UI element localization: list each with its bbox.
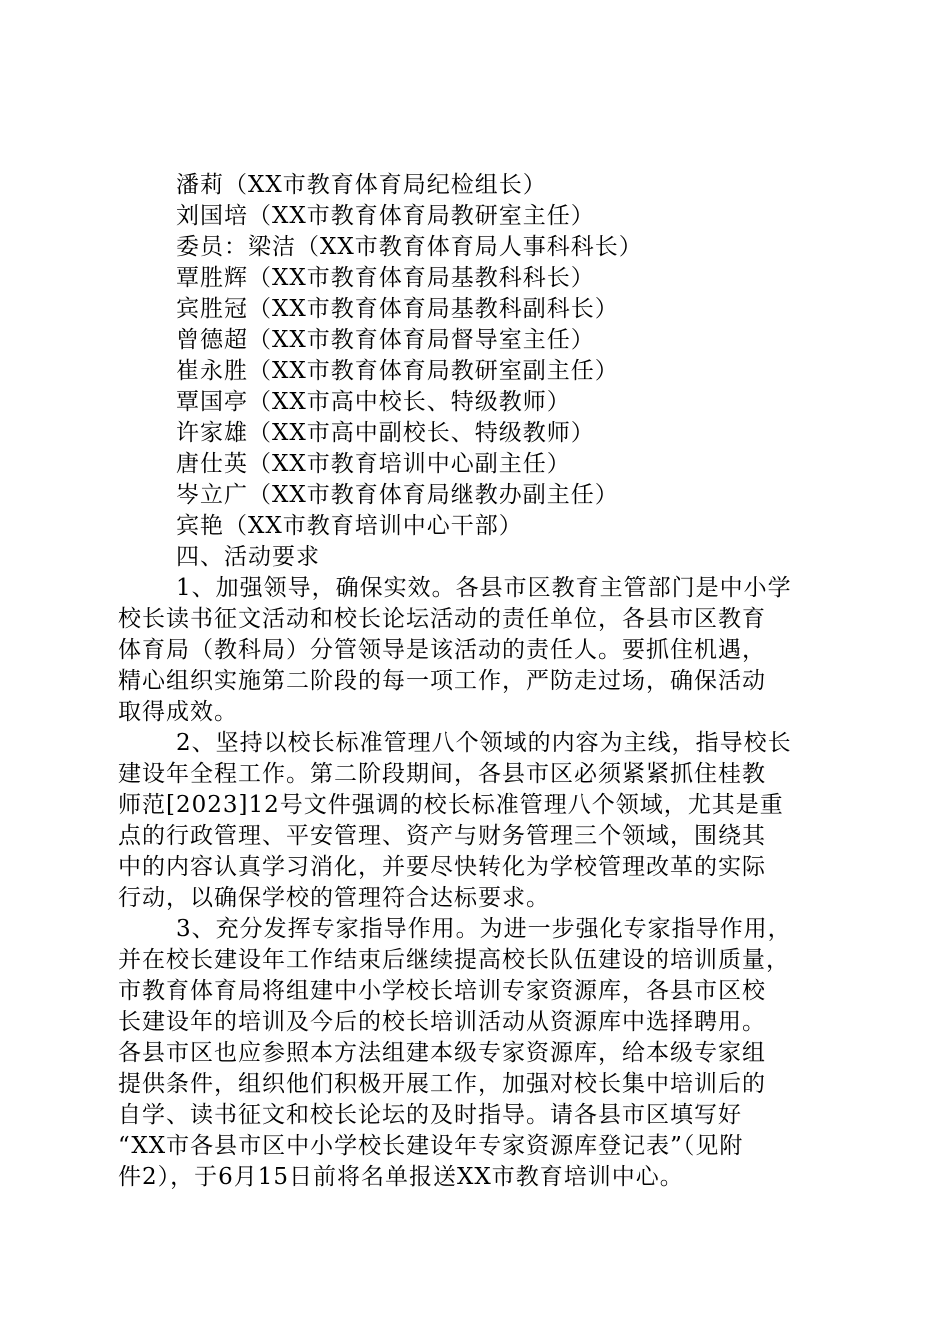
paragraph-line: 取得成效。 xyxy=(118,699,238,725)
paragraph-line: 件2），于6月15日前将名单报送XX市教育培训中心。 xyxy=(118,1164,684,1190)
member-line: 唐仕英（XX市教育培训中心副主任） xyxy=(176,451,571,477)
paragraph-line: 并在校长建设年工作结束后继续提高校长队伍建设的培训质量， xyxy=(118,947,790,973)
paragraph-line: 2、坚持以校长标准管理八个领域的内容为主线，指导校长 xyxy=(176,730,792,756)
paragraph-line: 行动，以确保学校的管理符合达标要求。 xyxy=(118,885,550,911)
paragraph-line: 自学、读书征文和校长论坛的及时指导。请各县市区填写好 xyxy=(118,1102,742,1128)
section-heading: 四、活动要求 xyxy=(176,544,320,570)
member-line: 许家雄（XX市高中副校长、特级教师） xyxy=(176,420,595,446)
member-line: 岑立广（XX市教育体育局继教办副主任） xyxy=(176,482,619,508)
member-line: 崔永胜（XX市教育体育局教研室副主任） xyxy=(176,358,619,384)
paragraph-line: 精心组织实施第二阶段的每一项工作，严防走过场，确保活动 xyxy=(118,668,766,694)
paragraph-line: 市教育体育局将组建中小学校长培训专家资源库，各县市区校 xyxy=(118,978,766,1004)
document-page xyxy=(118,170,830,1193)
member-line: 刘国培（XX市教育体育局教研室主任） xyxy=(176,203,595,229)
requirement-paragraph-3 xyxy=(118,914,830,1193)
paragraph-line: 各县市区也应参照本方法组建本级专家资源库，给本级专家组 xyxy=(118,1040,766,1066)
paragraph-line: 3、充分发挥专家指导作用。为进一步强化专家指导作用， xyxy=(176,916,792,942)
member-line: 委员：梁洁（XX市教育体育局人事科科长） xyxy=(176,234,643,260)
paragraph-line: 中的内容认真学习消化，并要尽快转化为学校管理改革的实际 xyxy=(118,854,766,880)
member-line: 覃国亭（XX市高中校长、特级教师） xyxy=(176,389,571,415)
paragraph-line: 体育局（教科局）分管领导是该活动的责任人。要抓住机遇， xyxy=(118,637,766,663)
paragraph-line: 提供条件，组织他们积极开展工作，加强对校长集中培训后的 xyxy=(118,1071,766,1097)
paragraph-line: 师范[2023]12号文件强调的校长标准管理八个领域，尤其是重 xyxy=(118,792,784,818)
paragraph-line: 1、加强领导，确保实效。各县市区教育主管部门是中小学 xyxy=(176,575,792,601)
paragraph-line: 长建设年的培训及今后的校长培训活动从资源库中选择聘用。 xyxy=(118,1009,766,1035)
member-line: 潘莉（XX市教育体育局纪检组长） xyxy=(176,172,547,198)
member-line: 曾德超（XX市教育体育局督导室主任） xyxy=(176,327,595,353)
requirement-paragraph-1 xyxy=(118,573,830,728)
paragraph-line: 校长读书征文活动和校长论坛活动的责任单位，各县市区教育 xyxy=(118,606,766,632)
requirement-paragraph-2 xyxy=(118,728,830,914)
paragraph-line: 建设年全程工作。第二阶段期间，各县市区必须紧紧抓住桂教 xyxy=(118,761,766,787)
committee-member-list xyxy=(118,170,830,542)
member-line: 宾胜冠（XX市教育体育局基教科副科长） xyxy=(176,296,619,322)
paragraph-line: 点的行政管理、平安管理、资产与财务管理三个领域，围绕其 xyxy=(118,823,766,849)
paragraph-line: “XX市各县市区中小学校长建设年专家资源库登记表”（见附 xyxy=(118,1133,744,1159)
member-line: 宾艳（XX市教育培训中心干部） xyxy=(176,513,523,539)
member-line: 覃胜辉（XX市教育体育局基教科科长） xyxy=(176,265,595,291)
